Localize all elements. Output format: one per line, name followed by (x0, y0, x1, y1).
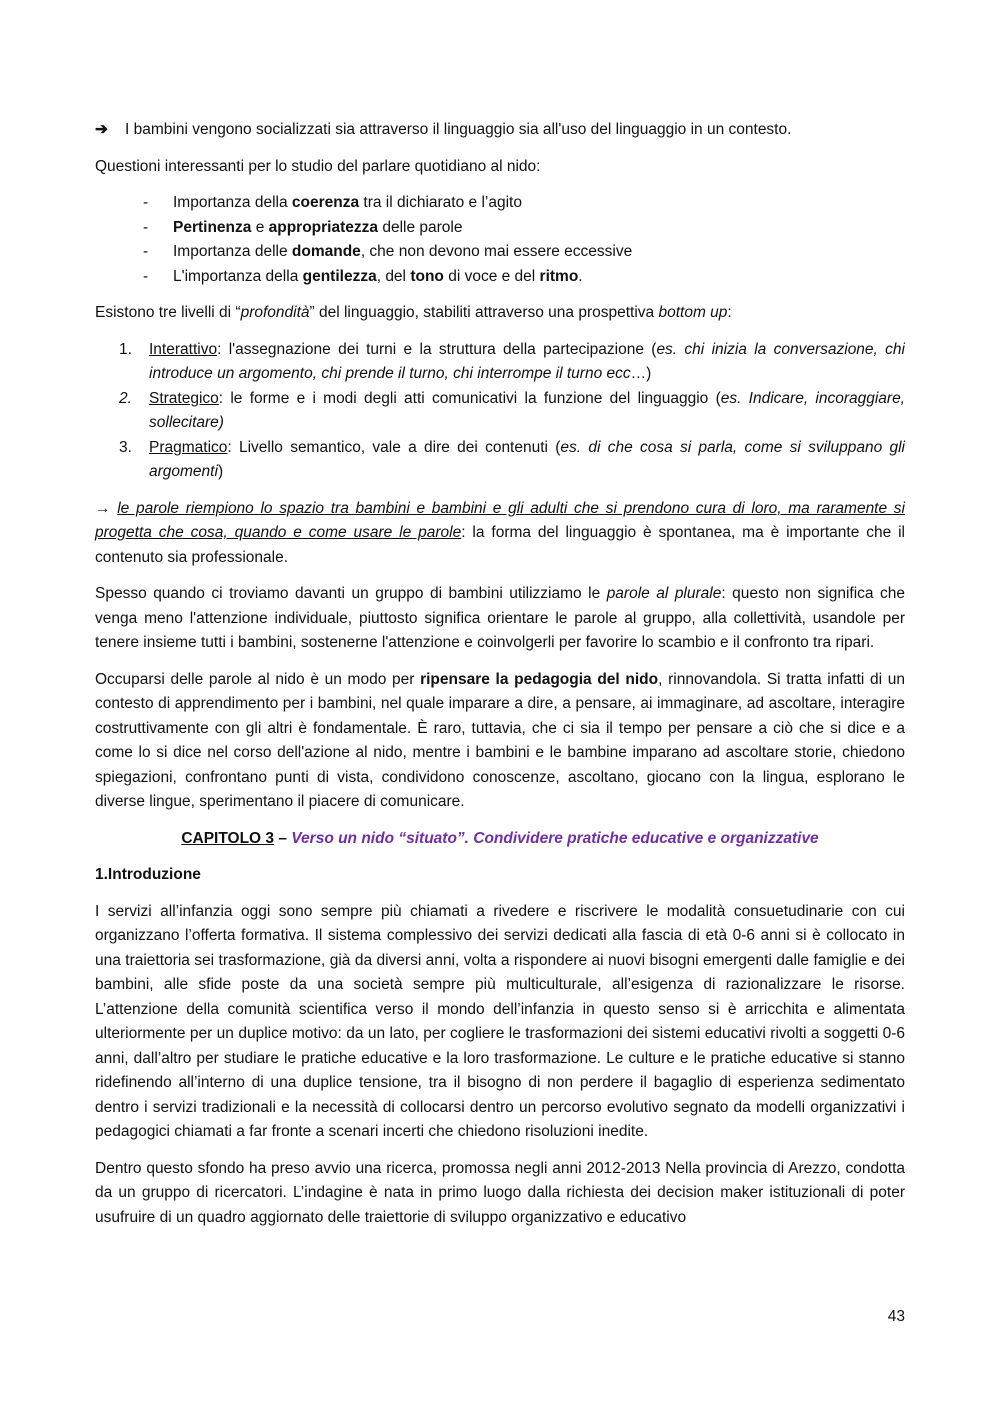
socialization-line: ➔ I bambini vengono socializzati sia attraverso il linguaggio sia all'uso del linguaggio in un contesto. (95, 118, 905, 143)
list-item: - Importanza delle domande, che non devono mai essere eccessive (143, 243, 633, 260)
servizi-paragraph: I servizi all’infanzia oggi sono sempre più chiamati a rivedere e riscrivere le modalità consuetudinarie con cui organizzano l’offerta formativa. Il sistema complessivo dei servizi dedicati alla fascia di età 0-6 anni si è collocato in una traiettoria sei trasformazione, già da diversi anni, volta a rispondere ai nuovi bisogni emergenti dalle famiglie e dei bambini, alle sfide poste da una società sempre più multiculturale, all’esigenza di razionalizzare le risorse. L’attenzione della comunità scientifica verso il mondo dell’infanzia in questo senso si è arricchita e alimentata ulteriormente per un duplice motivo: da un lato, per cogliere le trasformazioni dei sistemi educativi rivolti a soggetti 0-6 anni, dall’altro per studiare le pratiche educative e la loro trasformazione. Le culture e le pratiche educative si stanno ridefinendo all’interno di una duplice tensione, tra il bisogno di non perdere il bagaglio di esperienza sedimentato dentro i servizi tradizionali e la necessità di collocarsi dentro un percorso evolutivo segnato da modelli organizzativi i pedagogici chiamati a far fronte a scenari incerti che chiedono risoluzioni inedite. (95, 902, 905, 1140)
list-item: - L'importanza della gentilezza, del tono di voce e del ritmo. (143, 267, 583, 285)
sfondo-paragraph: Dentro questo sfondo ha preso avvio una ricerca, promossa negli anni 2012-2013 Nella provincia di Arezzo, condotta da un gruppo di ricercatori. L’indagine è nata in primo luogo dalla richiesta dei decision maker istituzionali di poter usufruire di un quadro aggiornato delle traiettorie di sviluppo organizzativo e educativo (95, 1159, 905, 1226)
levels-intro: Esistono tre livelli di “profondità” del linguaggio, stabiliti attraverso una prospettiva bottom up: (95, 304, 732, 321)
parole-paragraph: → le parole riempiono lo spazio tra bambini e bambini e gli adulti che si prendono cura di loro, ma raramente si progetta che cosa, quando e come usare le parole: la forma del linguaggio è spontanea, ma è importante che il contenuto sia professionale. (95, 499, 905, 566)
chapter-heading: CAPITOLO 3 – Verso un nido “situato”. Condividere pratiche educative e organizzative (181, 829, 819, 847)
list-item: - Pertinenza e appropriatezza delle parole (143, 218, 463, 236)
occuparsi-paragraph: Occuparsi delle parole al nido è un modo per ripensare la pedagogia del nido, rinnovandola. Si tratta infatti di un contesto di apprendimento per i bambini, nel quale imparare a dire, a pensare, ai immaginare, ad ascoltare, interagire costruttivamente con gli altri è fondamentale. È raro, tuttavia, che ci sia il tempo per pensare a ciò che si dice e a come lo si dice nel corso dell'azione al nido, mentre i bambini e le bambine imparano ad ascoltare storie, chiedono spiegazioni, confrontano punti di vista, condividono conoscenze, ascoltano, giocano con la lingua, esplorano le diverse lingue, sperimentano il piacere di comunicare. (95, 670, 905, 810)
section-title: 1.Introduzione (95, 866, 201, 883)
document-page (95, 118, 905, 1230)
page-number: 43 (887, 1308, 905, 1325)
arrow-icon: → (95, 499, 111, 517)
list-item: - Importanza della coerenza tra il dichiarato e l’agito (143, 194, 522, 211)
dash-list (95, 191, 905, 289)
plurale-paragraph: Spesso quando ci troviamo davanti un gruppo di bambini utilizziamo le parole al plurale: questo non significa che venga meno l'attenzione individuale, piuttosto significa orientare le parole al gruppo, alla collettività, usandole per tenere insieme tutti i bambini, sostenerne l'attenzione e coinvolgerli per favorire lo scambio e il confronto tra ripari. (95, 585, 906, 651)
levels-list (95, 338, 905, 485)
questions-intro: Questioni interessanti per lo studio del parlare quotidiano al nido: (95, 157, 541, 175)
list-item: 3. Pragmatico: Livello semantico, vale a dire dei contenuti (es. di che cosa si parla, come si sviluppano gli argomenti) (119, 438, 905, 480)
list-item: 2. Strategico: le forme e i modi degli atti comunicativi la funzione del linguaggio (es. Indicare, incoraggiare, sollecitare) (119, 389, 905, 431)
arrow-icon: ➔ (95, 121, 108, 138)
list-item: 1. Interattivo: l'assegnazione dei turni e la struttura della partecipazione (es. chi inizia la conversazione, chi introduce un argomento, chi prende il turno, chi interrompe il turno ecc…) (119, 340, 905, 382)
